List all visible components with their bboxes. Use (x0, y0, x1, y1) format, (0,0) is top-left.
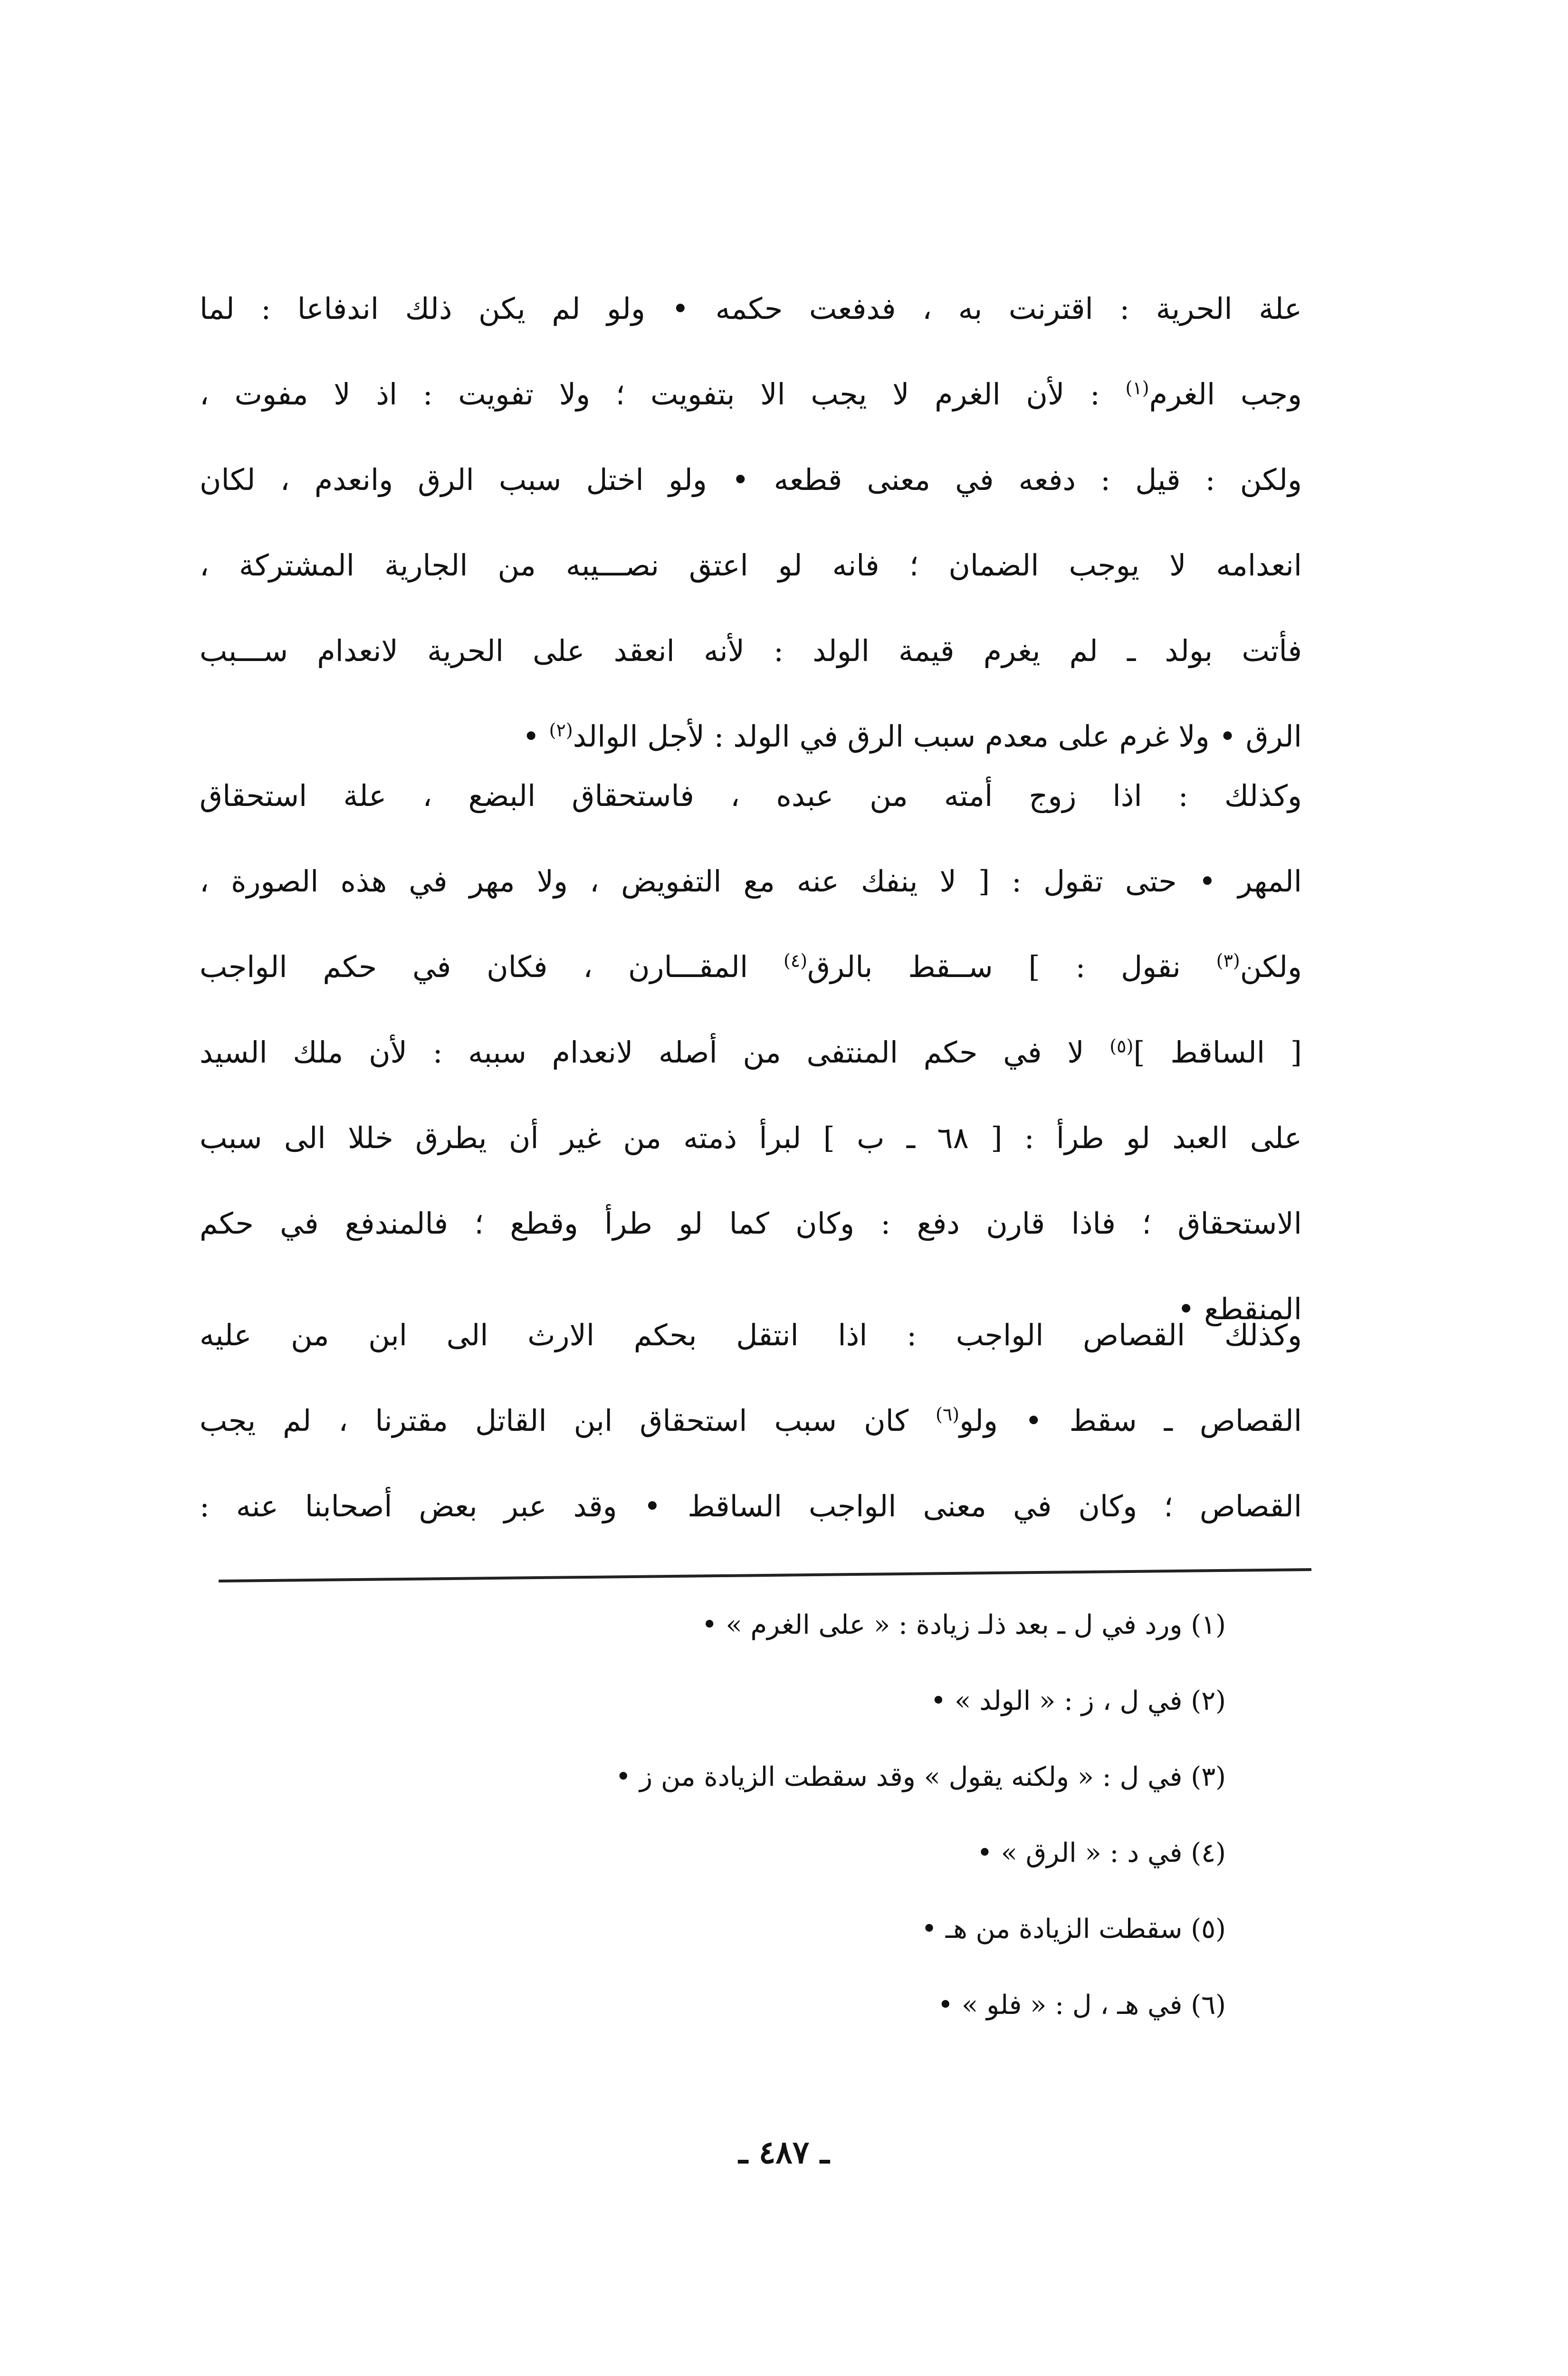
text-line: انعدامه لا يوجب الضمان ؛ فانه لو اعتق نصـــيبه من الجارية المشتركة ، (200, 548, 1302, 583)
text-line: [ الساقط ]$^{(٥)}$ لا في حكم المنتفى من أصله لانعدام سببه : لأن ملك السيد (200, 1035, 1302, 1070)
page-number: ـ ٤٨٧ ـ (738, 2134, 830, 2171)
text-line: المهر • حتى تقول : [ لا ينفك عنه مع التفويض ، ولا مهر في هذه الصورة ، (200, 864, 1302, 899)
text-line: وجب الغرم$^{(١)}$ : لأن الغرم لا يجب الا بتفويت ؛ ولا تفويت : اذ لا مفوت ، (200, 377, 1302, 412)
text-line: ولكن$^{(٣)}$ نقول : ] ســقط بالرق$^{(٤)}$ المقـــارن ، فكان في حكم الواجب (200, 949, 1302, 984)
text-line: المنقطع • (1177, 1292, 1302, 1326)
paragraph-2 (200, 753, 1302, 1352)
text-line: فأتت بولد ـ لم يغرم قيمة الولد : لأنه انعقد على الحرية لانعدام ســـبب (200, 633, 1302, 668)
footnote-2: (٢) في ل ، ز : « الولد » • (930, 1686, 1226, 1716)
text-line: القصاص ؛ وكان في معنى الواجب الساقط • وقد عبر بعض أصحابنا عنه : (200, 1489, 1302, 1523)
text-line: وكذلك : اذا زوج أمته من عبده ، فاستحقاق البضع ، علة استحقاق (200, 778, 1302, 813)
text-line: الاستحقاق ؛ فاذا قارن دفع : وكان كما لو طرأ وقطع ؛ فالمندفع في حكم (200, 1206, 1302, 1241)
text-line: علة الحرية : اقترنت به ، فدفعت حكمه • ولو لم يكن ذلك اندفاعا : لما (200, 291, 1302, 326)
footnote-1: (١) ورد في ل ـ بعد ذلـ زيادة : « على الغرم » • (701, 1610, 1226, 1640)
footnote-marker: (١) (1125, 377, 1149, 399)
footnote-5: (٥) سقطت الزيادة من هـ • (921, 1914, 1226, 1945)
footnote-marker: (٢) (549, 719, 573, 741)
footnotes (323, 1587, 1226, 2043)
paragraph-3 (200, 1293, 1302, 1549)
text-line: وكذلك القصاص الواجب : اذا انتقل بحكم الارث الى ابن من عليه (200, 1318, 1302, 1352)
footnote-3: (٣) في ل : « ولكنه يقول » وقد سقطت الزيادة من ز • (615, 1762, 1226, 1792)
footnote-marker: (٥) (1109, 1035, 1134, 1057)
footnote-marker: (٣) (1216, 950, 1240, 971)
text-line: على العبد لو طرأ : [ ٦٨ ـ ب ] لبرأ ذمته من غير أن يطرق خللا الى سبب (200, 1121, 1302, 1155)
footnote-6: (٦) في هـ ، ل : « فلو » • (937, 1990, 1226, 2021)
text-line: الرق • ولا غرم على معدم سبب الرق في الولد : لأجل الوالد$^{(٢)}$ • (522, 719, 1302, 754)
footnote-marker: (٦) (936, 1404, 960, 1425)
footnote-marker: (٤) (783, 950, 808, 971)
footnote-4: (٤) في د : « الرق » • (976, 1838, 1226, 1868)
paragraph-1 (200, 266, 1302, 779)
footnote-separator (219, 1568, 1311, 1582)
text-line: القصاص ـ سقط • ولو$^{(٦)}$ كان سبب استحقاق ابن القاتل مقترنا ، لم يجب (200, 1403, 1302, 1438)
text-line: ولكن : قيل : دفعه في معنى قطعه • ولو اختل سبب الرق وانعدم ، لكان (200, 462, 1302, 497)
